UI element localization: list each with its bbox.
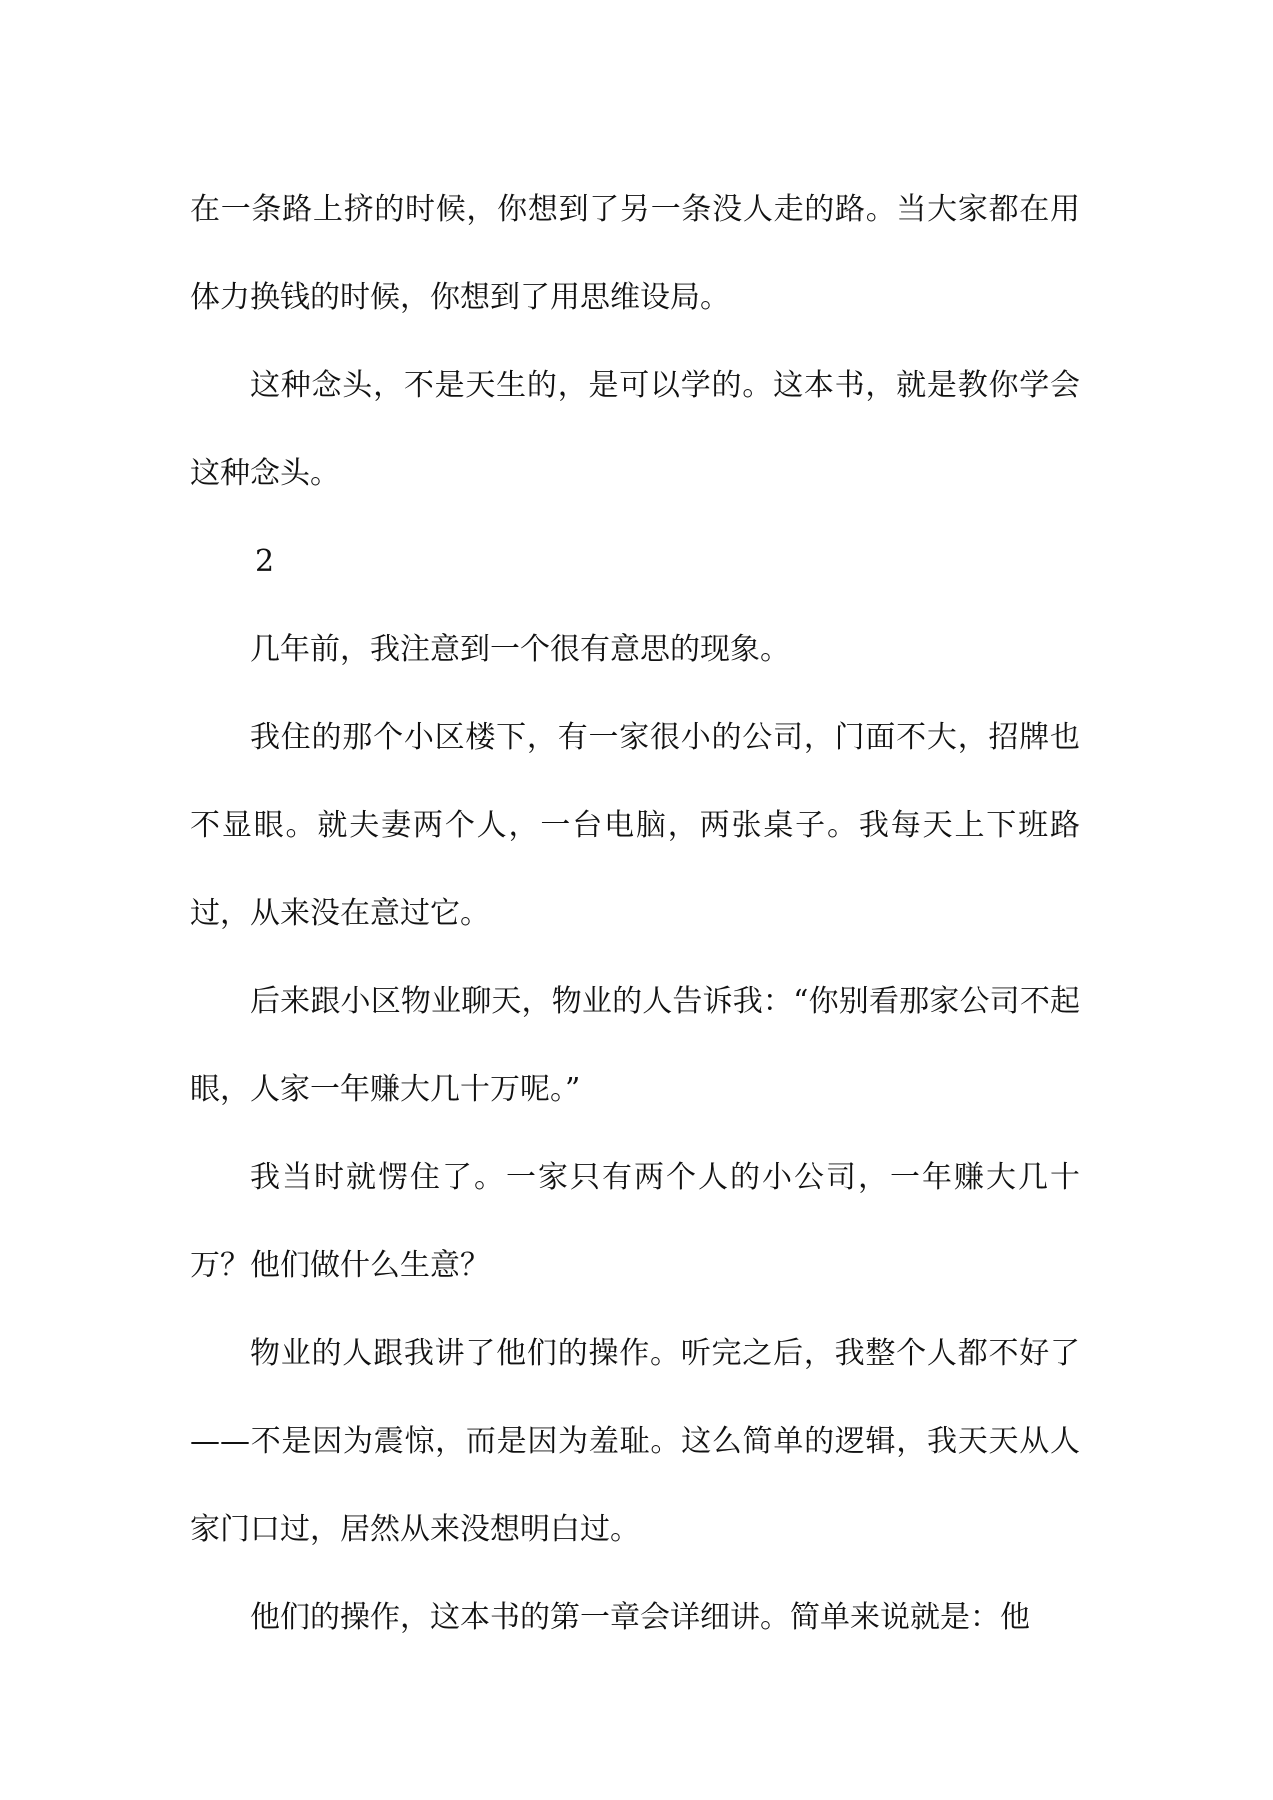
- paragraph: 后来跟小区物业聊天，物业的人告诉我：“你别看那家公司不起眼，人家一年赚大几十万呢。”: [190, 984, 1080, 1107]
- paragraph: 他们的操作，这本书的第一章会详细讲。简单来说就是：他: [250, 1600, 1030, 1635]
- section-number: 2: [255, 544, 275, 579]
- paragraph: 这种念头，不是天生的，是可以学的。这本书，就是教你学会这种念头。: [190, 368, 1080, 491]
- paragraph: 我住的那个小区楼下，有一家很小的公司，门面不大，招牌也不显眼。就夫妻两个人，一台电脑，两张桌子。我每天上下班路过，从来没在意过它。: [190, 720, 1080, 931]
- paragraph: 物业的人跟我讲了他们的操作。听完之后，我整个人都不好了——不是因为震惊，而是因为羞耻。这么简单的逻辑，我天天从人家门口过，居然从来没想明白过。: [190, 1336, 1080, 1547]
- paragraph: 几年前，我注意到一个很有意思的现象。: [250, 632, 790, 667]
- body-text: [190, 166, 1080, 1662]
- paragraph-continued: 在一条路上挤的时候，你想到了另一条没人走的路。当大家都在用体力换钱的时候，你想到了用思维设局。: [190, 192, 1080, 315]
- paragraph: 我当时就愣住了。一家只有两个人的小公司，一年赚大几十万？他们做什么生意？: [190, 1160, 1080, 1283]
